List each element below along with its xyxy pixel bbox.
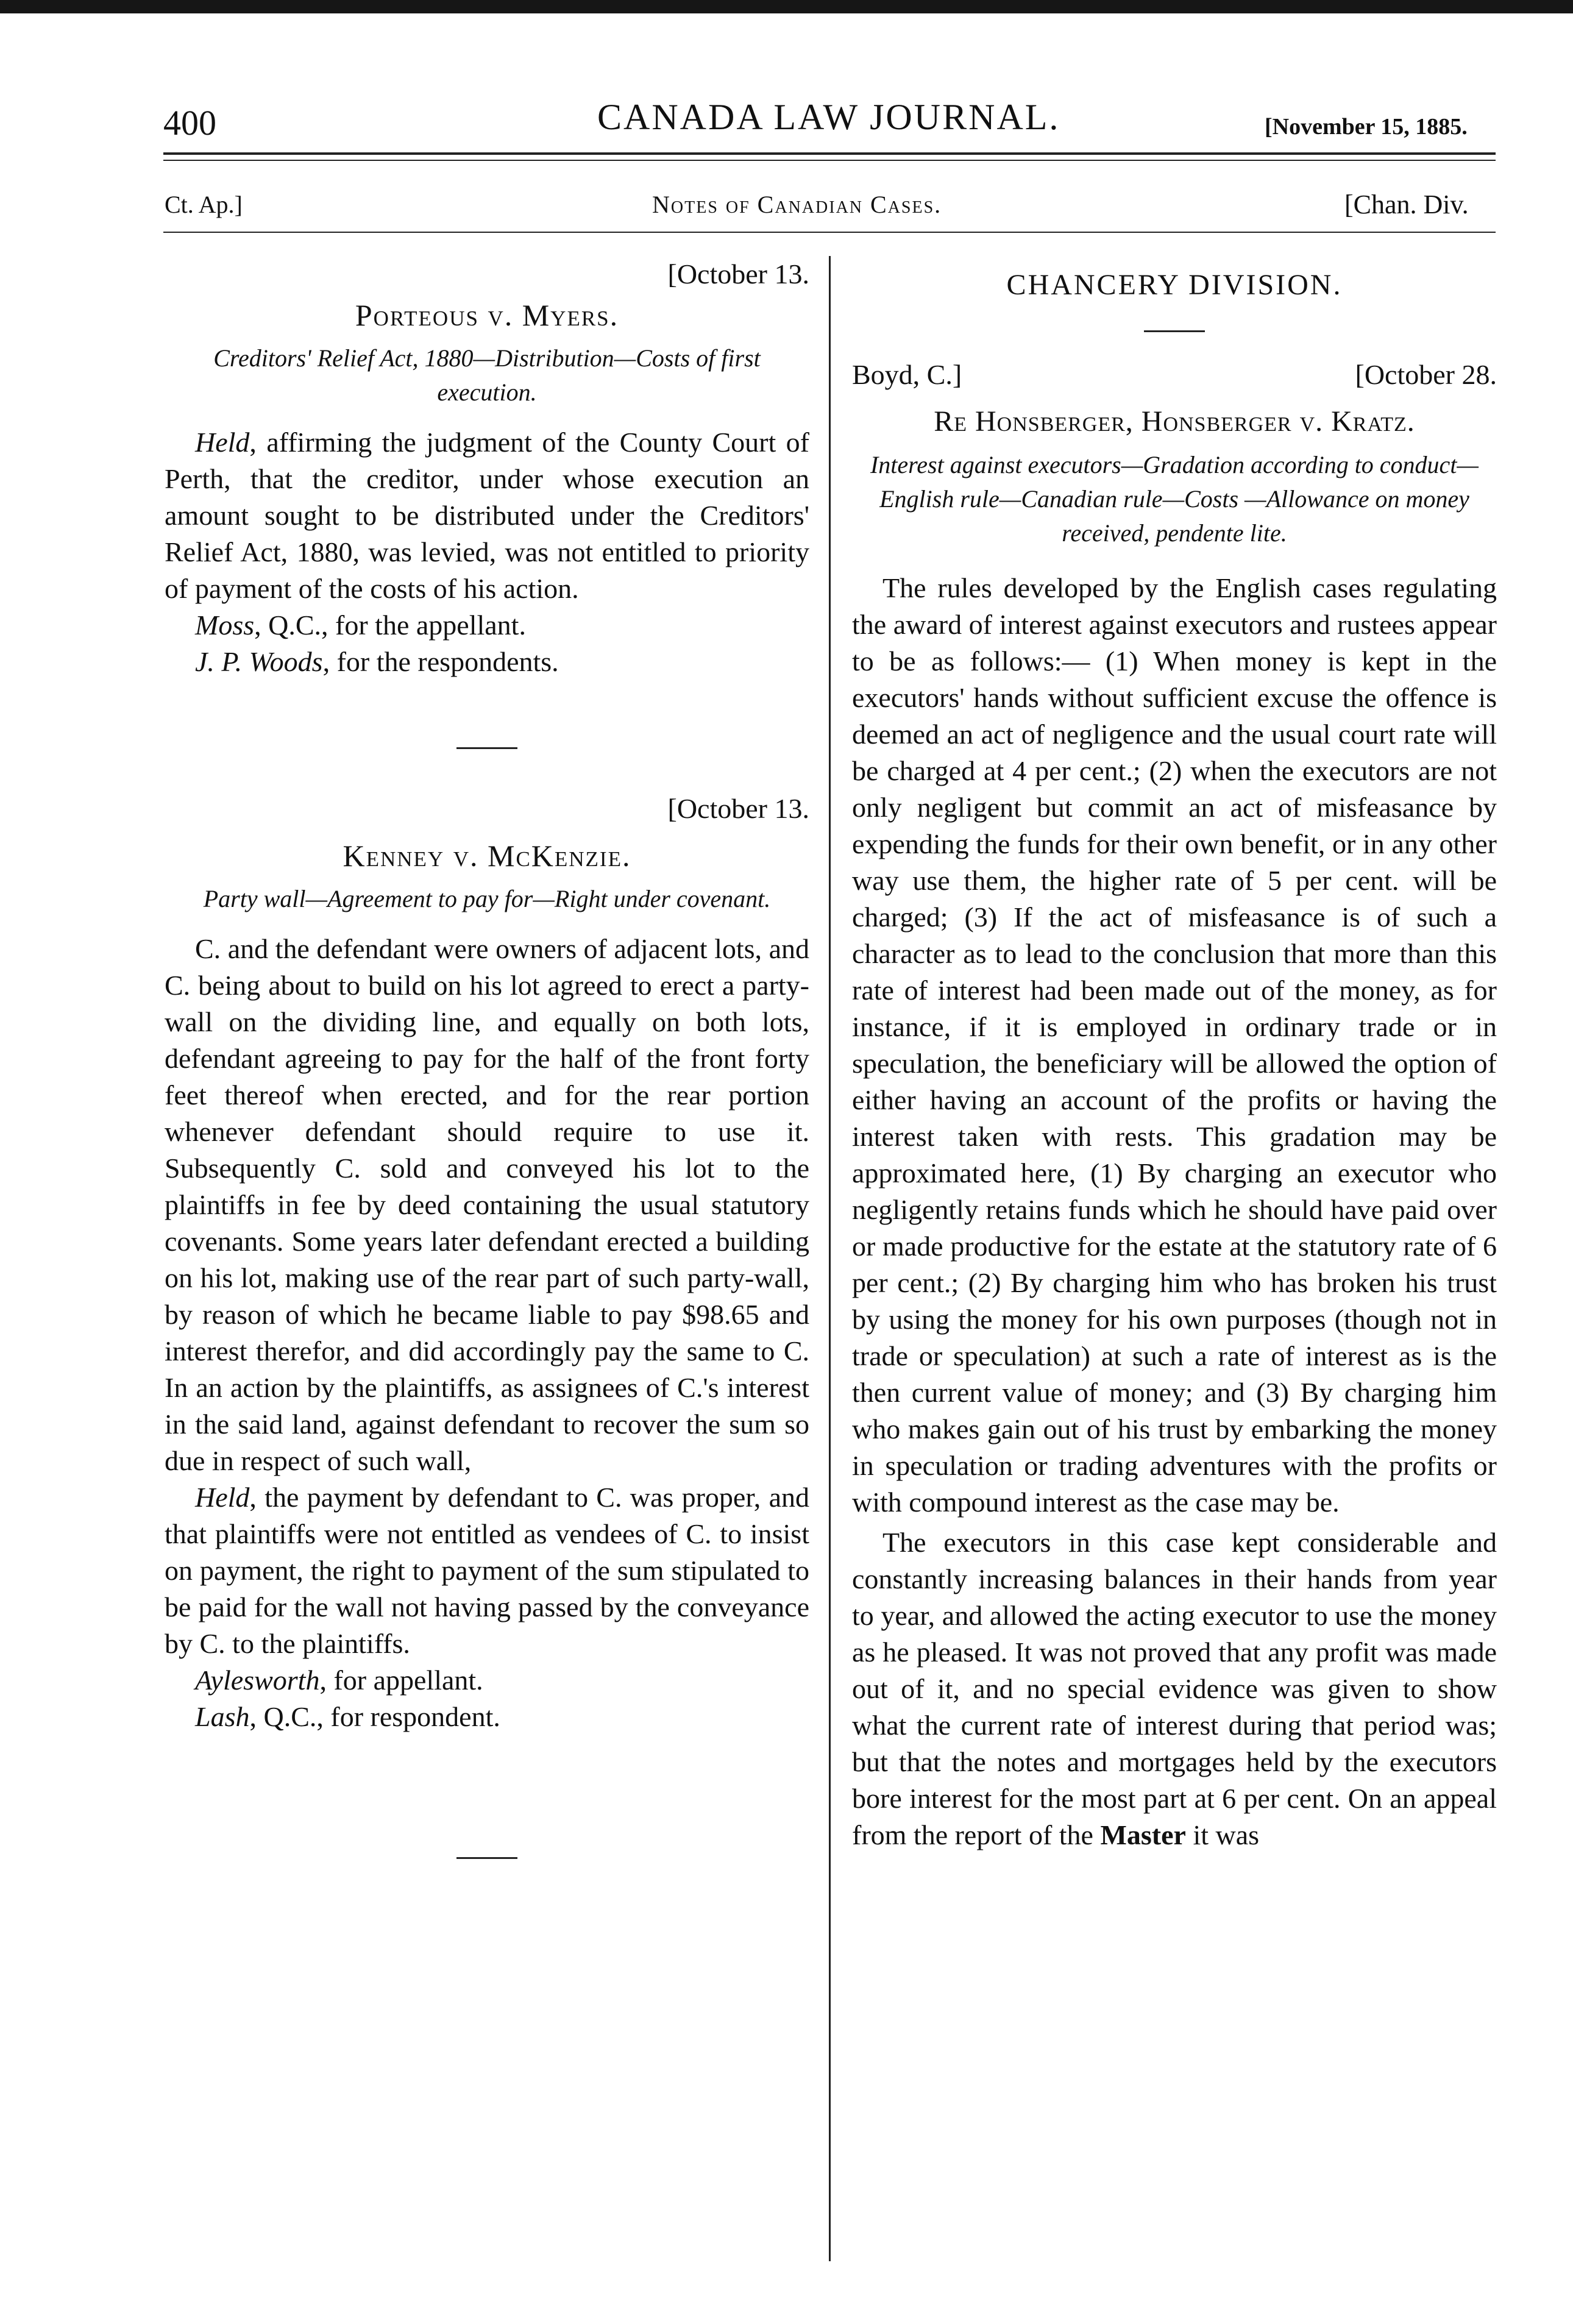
counsel-name: Lash [195,1701,250,1732]
counsel-role: , for the respondents. [322,646,559,677]
judge-date-line [852,357,1497,393]
counsel-name: Moss [195,609,255,641]
counsel-line [165,607,809,644]
case-date: [October 13. [667,258,809,290]
counsel-role: , for appellant. [319,1665,483,1696]
catchwords: Creditors' Relief Act, 1880—Distribution—Costs of first execution. [213,344,761,406]
held-text: , the payment by defendant to C. was proper, and that plaintiffs were not entitled as vendees of C. to insist on payment, the right to payment of the sum stipulated to be paid for the wall not having passed by the conveyance by C. to the plaintiffs. [165,1482,809,1659]
case-title: Kenney v. McKenzie. [343,839,631,873]
case-separator [456,1857,517,1859]
counsel-role: , Q.C., for the appellant. [254,609,526,641]
facts-paragraph: C. and the defendant were owners of adjacent lots, and C. being about to build on his lot agreed to erect a party-wall on the dividing line, and equally on both lots, defendant agreeing to pay for the half of the front forty feet thereof when erected, and for the rear portion whenever defendant should require to use it. Subsequently C. sold and conveyed his lot to the plaintiffs in fee by deed containing the usual statutory covenants. Some years later defendant erected a building on his lot, making use of the rear part of such party-wall, by reason of which he became liable to pay $98.65 and interest therefor, and did accordingly pay the same to C. In an action by the plaintiffs, as assignees of C.'s interest in the said land, against defendant to recover the sum so due in respect of such wall, [165,933,809,1476]
case-title: Re Honsberger, Honsberger v. Kratz. [934,405,1415,438]
counsel-line [165,1662,809,1699]
holding-paragraph [165,424,809,607]
running-header-right: [Chan. Div. [1344,190,1469,219]
counsel-line [165,1699,809,1735]
journal-title: CANADA LAW JOURNAL. [597,97,1060,137]
section-title: CHANCERY DIVISION. [1006,269,1343,301]
judge: Boyd, C.] [852,359,962,390]
catchwords: Interest against executors—Gradation according to conduct—English rule—Canadian rule—Costs —Allowance on money received, pendente lite. [870,451,1479,547]
rules-paragraph: The rules developed by the English cases regulating the award of interest against executors and rustees appear to be as follows:— (1) When money is kept in the executors' hands without sufficient excuse the offence is deemed an act of negligence and the usual court rate will be charged at 4 per cent.; (2) when the executors are not only negligent but commit an act of misfeasance by expending the funds for their own benefit, or in any other way use them, the higher rate of 5 per cent. will be charged; (3) If the act of misfeasance is of such a character as to lead to the conclusion that more than this rate of interest had been made out of the money, as for instance, if it is employed in ordinary trade or in speculation, the beneficiary will be allowed the option of either having an account of the profits or having the interest taken with rests. This gradation may be approximated here, (1) By charging an executor who negligently retains funds which he should have paid over or made productive for the estate at the statutory rate of 6 per cent.; (2) By charging him who has broken his trust by using the money for his own purposes (though not in trade or speculation) at such a rate of interest as is the then current value of money; and (3) By charging him who makes gain out of his trust by embarking the money in speculation or trading adventures with the profits or with compound interest as the case may be. [852,572,1497,1518]
master-word: Master [1100,1819,1186,1850]
holding-paragraph [165,1479,809,1662]
held-label: Held [195,1482,250,1513]
header-rule [163,152,1496,155]
left-column [165,256,809,1859]
facts-paragraph [852,1524,1497,1853]
counsel-name: Aylesworth [195,1665,320,1696]
facts-tail: it was [1185,1819,1260,1850]
catchwords: Party wall—Agreement to pay for—Right under covenant. [203,885,771,912]
running-header-center: Notes of Canadian Cases. [652,191,942,218]
case-date: [October 13. [667,793,809,824]
facts-text: The executors in this case kept considerable and constantly increasing balances in their hands from year to year, and allowed the acting executor to use the money as he pleased. It was not proved that any profit was made out of it, and no special evidence was given to show what the current rate of interest during that period was; but that the notes and mortgages held by the executors bore interest for the most part at 6 per cent. On an appeal from the report of the [852,1527,1497,1850]
page-number: 400 [163,103,216,143]
running-header-rule [163,232,1496,233]
issue-date: [November 15, 1885. [1265,114,1468,140]
header-rule-thin [163,160,1496,161]
case-title: Porteous v. Myers. [355,298,619,332]
held-text: , affirming the judgment of the County Court of Perth, that the creditor, under whose execution an amount sought to be distributed under the Creditors' Relief Act, 1880, was levied, was not entitled to priority of payment of the costs of his action. [165,427,809,604]
section-separator [1144,330,1205,332]
counsel-line [165,644,809,680]
counsel-role: , Q.C., for respondent. [249,1701,500,1732]
case-separator [456,747,517,749]
case-date: [October 28. [1355,359,1497,390]
right-column [852,256,1497,1853]
column-divider [829,256,831,2261]
held-label: Held [195,427,250,458]
counsel-name: J. P. Woods [195,646,323,677]
running-header-left: Ct. Ap.] [165,191,243,218]
scan-top-edge [0,0,1573,13]
